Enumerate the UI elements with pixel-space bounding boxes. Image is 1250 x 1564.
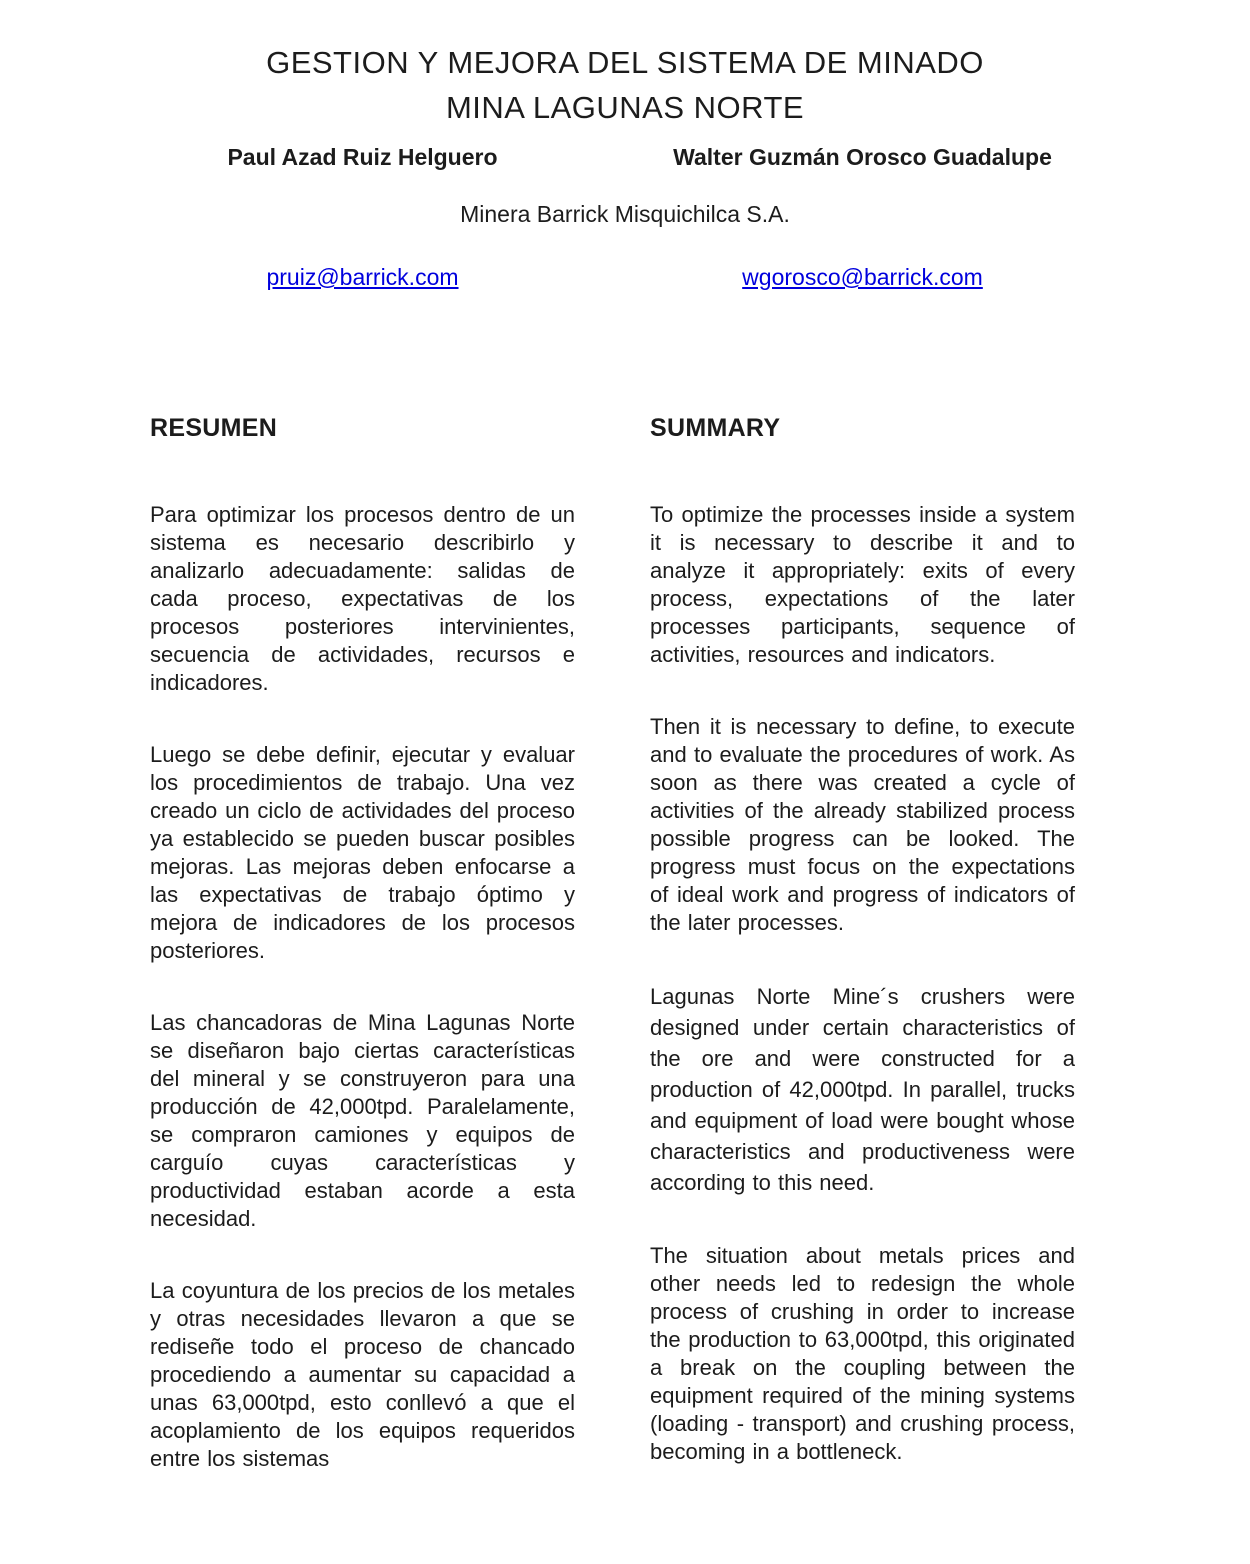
resumen-paragraph-4: La coyuntura de los precios de los metales y otras necesidades llevaron a que se rediseñe todo el proceso de chancado procediendo a aumentar su capacidad a unas 63,000tpd, esto conllevó a que el acoplamiento de los equipos requeridos entre los sistemas — [150, 1278, 575, 1471]
resumen-section — [150, 413, 575, 1473]
emails-row — [0, 264, 1250, 291]
emails-gap — [575, 264, 650, 291]
summary-paragraph-2: Then it is necessary to define, to execute and to evaluate the procedures of work. As soon as there was created a cycle of activities of the already stabilized process possible progress can be looked. The progress must focus on the expectations of ideal work and progress of indicators of the later processes. — [650, 714, 1075, 935]
paper-title — [0, 40, 1250, 130]
authors-gap — [575, 144, 650, 171]
email-link-2[interactable]: wgorosco@barrick.com — [742, 264, 983, 290]
paper-title-line-2: MINA LAGUNAS NORTE — [445, 90, 805, 125]
summary-paragraph-3: Lagunas Norte Mine´s crushers were designed under certain characteristics of the ore and were constructed for a production of 42,000tpd. In parallel, trucks and equipment of load were bought whose characteristics and productiveness were according to this need. — [650, 984, 1075, 1195]
summary-heading: SUMMARY — [650, 414, 781, 442]
paper-header — [0, 40, 1250, 291]
affiliation: Minera Barrick Misquichilca S.A. — [460, 201, 790, 227]
authors-row — [0, 144, 1250, 171]
resumen-paragraph-3: Las chancadoras de Mina Lagunas Norte se diseñaron bajo ciertas características del mineral y se construyeron para una producción de 42,000tpd. Paralelamente, se compraron camiones y equipos de carguío cuyas características y productividad estaban acorde a esta necesidad. — [150, 1010, 575, 1231]
resumen-paragraph-2: Luego se debe definir, ejecutar y evaluar los procedimientos de trabajo. Una vez creado un ciclo de actividades del proceso ya establecido se pueden buscar posibles mejoras. Las mejoras deben enfocarse a las expectativas de trabajo óptimo y mejora de indicadores de los procesos posteriores. — [150, 742, 575, 963]
email-cell-1 — [150, 264, 575, 291]
abstract-columns — [0, 413, 1250, 1473]
summary-paragraph-4: The situation about metals prices and other needs led to redesign the whole process of crushing in order to increase the production to 63,000tpd, this originated a break on the coupling between the equipment required of the mining systems (loading - transport) and crushing process, becoming in a bottleneck. — [650, 1243, 1075, 1464]
author-name-1: Paul Azad Ruiz Helguero — [227, 144, 498, 170]
resumen-paragraph-1: Para optimizar los procesos dentro de un sistema es necesario describirlo y analizarlo adecuadamente: salidas de cada proceso, expectativas de los procesos posteriores intervinientes, secuencia de actividades, recursos e indicadores. — [150, 502, 575, 695]
resumen-heading: RESUMEN — [150, 414, 278, 442]
email-link-1[interactable]: pruiz@barrick.com — [266, 264, 459, 290]
paper-title-line-1: GESTION Y MEJORA DEL SISTEMA DE MINADO — [266, 45, 984, 80]
summary-paragraph-1: To optimize the processes inside a system it is necessary to describe it and to analyze it appropriately: exits of every process, expectations of the later processes participants, sequence of activities, resources and indicators. — [650, 502, 1075, 667]
author-name-2: Walter Guzmán Orosco Guadalupe — [673, 144, 1052, 170]
email-cell-2 — [650, 264, 1075, 291]
summary-section — [650, 413, 1075, 1473]
